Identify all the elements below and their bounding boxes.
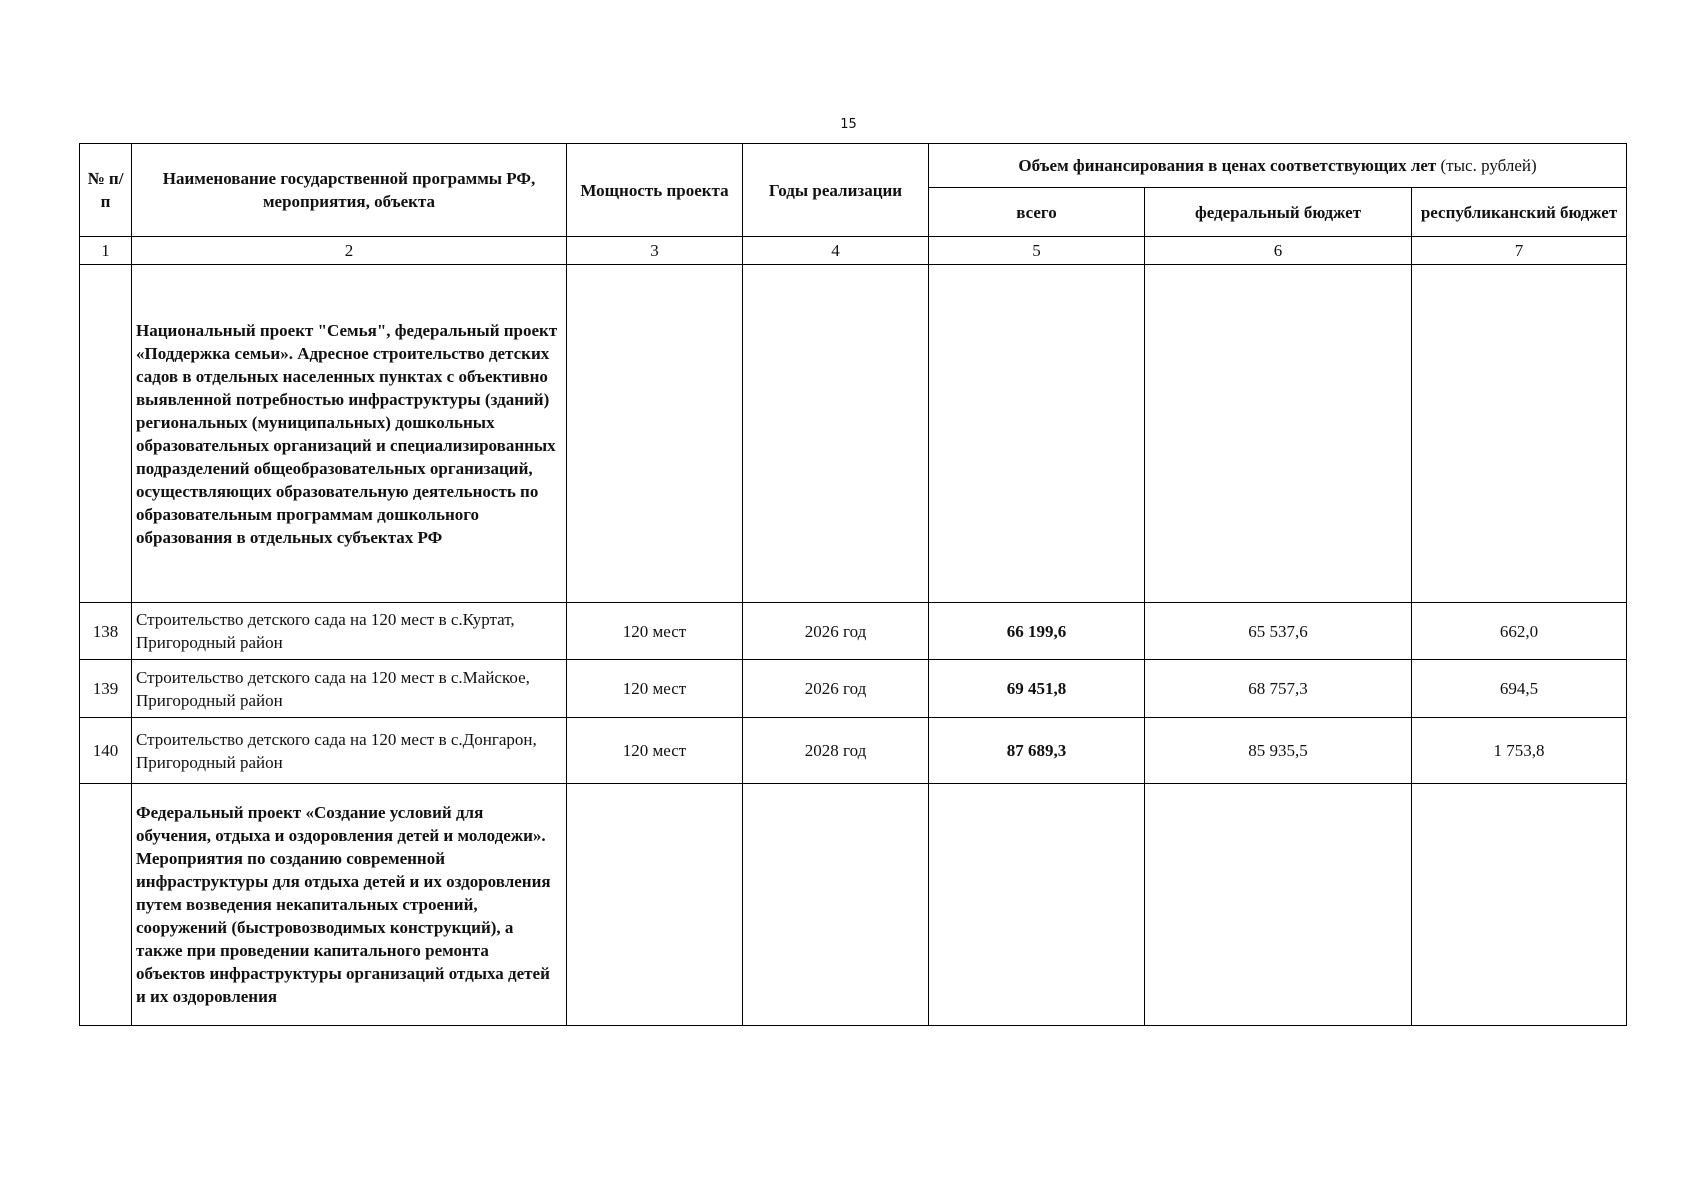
header-num: № п/п xyxy=(80,144,132,237)
page-number: 15 xyxy=(840,117,857,132)
header-financing-title: Объем финансирования в ценах соответствующих лет xyxy=(1018,156,1437,175)
object-name: Строительство детского сада на 120 мест в с.Донгарон, Пригородный район xyxy=(132,718,567,784)
financing-table xyxy=(79,143,1627,1026)
section-row xyxy=(80,784,1627,1026)
column-number: 3 xyxy=(567,237,743,265)
table-row xyxy=(80,660,1627,718)
capacity: 120 мест xyxy=(567,660,743,718)
capacity: 120 мест xyxy=(567,603,743,660)
section-row xyxy=(80,265,1627,603)
object-name: Строительство детского сада на 120 мест в с.Майское, Пригородный район xyxy=(132,660,567,718)
header-total: всего xyxy=(929,188,1145,237)
row-number: 139 xyxy=(80,660,132,718)
row-number: 140 xyxy=(80,718,132,784)
row-number: 138 xyxy=(80,603,132,660)
column-number: 6 xyxy=(1145,237,1412,265)
republic-amount: 694,5 xyxy=(1412,660,1627,718)
section-title: Федеральный проект «Создание условий для обучения, отдыха и оздоровления детей и молодежи». Мероприятия по созданию современной инфраструктуры для отдыха детей и их оздоровления путем возведения некапитальных строений, сооружений (быстровозводимых конструкций), а также при проведении капитального ремонта объектов инфраструктуры организаций отдыха детей и их оздоровления xyxy=(132,784,567,1026)
capacity: 120 мест xyxy=(567,718,743,784)
column-number-row xyxy=(80,237,1627,265)
total-amount: 66 199,6 xyxy=(929,603,1145,660)
header-financing-unit: (тыс. рублей) xyxy=(1436,156,1537,175)
table-row xyxy=(80,718,1627,784)
column-number: 5 xyxy=(929,237,1145,265)
federal-amount: 68 757,3 xyxy=(1145,660,1412,718)
section-title: Национальный проект "Семья", федеральный проект «Поддержка семьи». Адресное строительство детских садов в отдельных населенных пунктах с объективно выявленной потребностью инфраструктуры (зданий) региональных (муниципальных) дошкольных образовательных организаций и специализированных подразделений общеобразовательных организаций, осуществляющих образовательную деятельность по образовательным программам дошкольного образования в отдельных субъектах РФ xyxy=(132,265,567,603)
republic-amount: 662,0 xyxy=(1412,603,1627,660)
header-federal: федеральный бюджет xyxy=(1145,188,1412,237)
header-republic: республиканский бюджет xyxy=(1412,188,1627,237)
header-name: Наименование государственной программы РФ, мероприятия, объекта xyxy=(132,144,567,237)
column-number: 1 xyxy=(80,237,132,265)
years: 2026 год xyxy=(743,603,929,660)
column-number: 2 xyxy=(132,237,567,265)
column-number: 7 xyxy=(1412,237,1627,265)
years: 2028 год xyxy=(743,718,929,784)
total-amount: 87 689,3 xyxy=(929,718,1145,784)
years: 2026 год xyxy=(743,660,929,718)
table-row xyxy=(80,603,1627,660)
column-number: 4 xyxy=(743,237,929,265)
header-years: Годы реализации xyxy=(743,144,929,237)
federal-amount: 65 537,6 xyxy=(1145,603,1412,660)
republic-amount: 1 753,8 xyxy=(1412,718,1627,784)
total-amount: 69 451,8 xyxy=(929,660,1145,718)
federal-amount: 85 935,5 xyxy=(1145,718,1412,784)
object-name: Строительство детского сада на 120 мест в с.Куртат, Пригородный район xyxy=(132,603,567,660)
header-capacity: Мощность проекта xyxy=(567,144,743,237)
header-financing xyxy=(929,144,1627,188)
